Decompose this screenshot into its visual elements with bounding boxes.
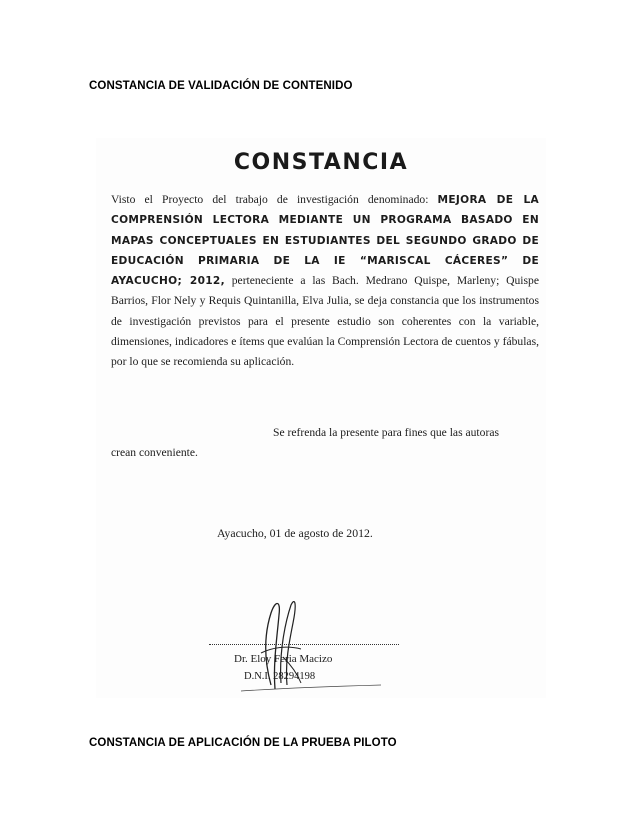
refrenda-line-1: Se refrenda la presente para fines que las autoras [273, 426, 499, 439]
section-heading-pilot-test: CONSTANCIA DE APLICACIÓN DE LA PRUEBA PILOTO [89, 737, 397, 749]
certificate-body [111, 190, 539, 373]
certificate-body-rest: perteneciente a las Bach. Medrano Quispe, Marleny; Quispe Barrios, Flor Nely y Requis Quintanilla, Elva Julia, se deja constancia que los instrumentos de investigación previstos para el presente estudio son coherentes con la variable, dimensiones, indicadores e ítems que evalúan la Comprensión Lectora de cuentos y fábulas, por lo que se recomienda su aplicación. [111, 274, 539, 369]
signatory-name: Dr. Eloy Feria Macizo [234, 653, 333, 665]
scanned-certificate [96, 138, 546, 698]
certificate-date: Ayacucho, 01 de agosto de 2012. [217, 526, 373, 540]
section-heading-validation: CONSTANCIA DE VALIDACIÓN DE CONTENIDO [89, 80, 353, 92]
certificate-intro: Visto el Proyecto del trabajo de investigación denominado: [111, 193, 438, 206]
certificate-refrenda [111, 423, 539, 463]
project-title: MEJORA DE LA COMPRENSIÓN LECTORA MEDIANTE UN PROGRAMA BASADO EN MAPAS CONCEPTUALES EN ESTUDIANTES DEL SEGUNDO GRADO DE EDUCACIÓN PRIMARIA DE LA IE “MARISCAL CÁCERES” DE AYACUCHO; 2012, [111, 194, 539, 288]
certificate-title: CONSTANCIA [233, 150, 409, 175]
signature-line [209, 644, 399, 645]
signatory-dni: D.N.I. 28294198 [244, 671, 316, 682]
handwritten-signature [201, 593, 441, 693]
refrenda-line-2: crean conveniente. [111, 446, 198, 459]
